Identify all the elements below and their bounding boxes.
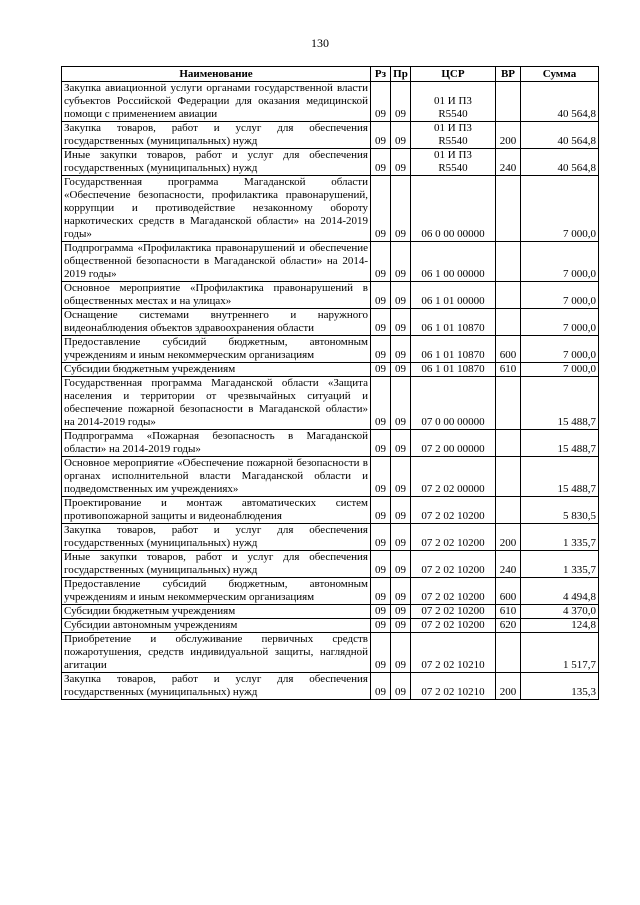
cell-name: Субсидии бюджетным учреждениям [62,605,371,619]
cell-vr [496,377,521,430]
cell-vr [496,633,521,673]
cell-pr: 09 [391,149,411,176]
cell-vr: 600 [496,336,521,363]
cell-csr: 07 0 00 00000 [411,377,496,430]
cell-sum: 40 564,8 [521,82,599,122]
cell-name: Основное мероприятие «Обеспечение пожарной безопасности в органах исполнительной власти Магаданской области и подведомственных им учреждениях» [62,457,371,497]
cell-csr: 07 2 02 10200 [411,619,496,633]
cell-rz: 09 [371,524,391,551]
cell-csr: 01 И П3 R5540 [411,149,496,176]
cell-pr: 09 [391,309,411,336]
cell-vr [496,497,521,524]
cell-name: Основное мероприятие «Профилактика правонарушений в общественных местах и на улицах» [62,282,371,309]
cell-csr: 07 2 02 10210 [411,673,496,700]
cell-csr: 06 0 00 00000 [411,176,496,242]
cell-csr: 07 2 02 10200 [411,497,496,524]
cell-vr [496,457,521,497]
cell-name: Предоставление субсидий бюджетным, автономным учреждениям и иным некоммерческим организациям [62,578,371,605]
cell-sum: 7 000,0 [521,336,599,363]
cell-sum: 40 564,8 [521,149,599,176]
header-sum: Сумма [521,67,599,82]
table-row [62,242,599,282]
cell-name: Подпрограмма «Пожарная безопасность в Магаданской области» на 2014-2019 годы» [62,430,371,457]
cell-sum: 7 000,0 [521,242,599,282]
cell-sum: 15 488,7 [521,377,599,430]
cell-name: Закупка авиационной услуги органами государственной власти субъектов Российской Федерации для оказания медицинской помощи с применением авиации [62,82,371,122]
cell-rz: 09 [371,309,391,336]
cell-csr: 07 2 02 10200 [411,578,496,605]
cell-name: Иные закупки товаров, работ и услуг для обеспечения государственных (муниципальных) нужд [62,149,371,176]
cell-pr: 09 [391,176,411,242]
cell-rz: 09 [371,149,391,176]
cell-vr [496,309,521,336]
cell-pr: 09 [391,619,411,633]
table-row [62,176,599,242]
cell-sum: 15 488,7 [521,430,599,457]
cell-name: Оснащение системами внутреннего и наружного видеонаблюдения объектов здравоохранения области [62,309,371,336]
cell-pr: 09 [391,605,411,619]
cell-vr [496,242,521,282]
cell-vr: 610 [496,363,521,377]
table-row [62,82,599,122]
table-row [62,633,599,673]
table-row [62,309,599,336]
cell-name: Проектирование и монтаж автоматических систем противопожарной защиты и видеонаблюдения [62,497,371,524]
cell-rz: 09 [371,430,391,457]
cell-pr: 09 [391,363,411,377]
table-row [62,336,599,363]
cell-vr [496,282,521,309]
cell-name: Иные закупки товаров, работ и услуг для обеспечения государственных (муниципальных) нужд [62,551,371,578]
cell-sum: 135,3 [521,673,599,700]
cell-sum: 1 335,7 [521,551,599,578]
cell-csr: 06 1 00 00000 [411,242,496,282]
cell-vr: 240 [496,551,521,578]
cell-sum: 124,8 [521,619,599,633]
cell-vr: 200 [496,122,521,149]
cell-sum: 7 000,0 [521,282,599,309]
header-rz: Рз [371,67,391,82]
cell-rz: 09 [371,551,391,578]
table-row [62,605,599,619]
cell-name: Закупка товаров, работ и услуг для обеспечения государственных (муниципальных) нужд [62,122,371,149]
cell-vr: 620 [496,619,521,633]
cell-name: Субсидии автономным учреждениям [62,619,371,633]
table-row [62,457,599,497]
table-row [62,282,599,309]
cell-vr: 200 [496,524,521,551]
cell-vr [496,176,521,242]
cell-rz: 09 [371,282,391,309]
cell-csr: 07 2 02 10210 [411,633,496,673]
cell-vr [496,430,521,457]
cell-rz: 09 [371,363,391,377]
cell-vr [496,82,521,122]
cell-pr: 09 [391,377,411,430]
cell-sum: 7 000,0 [521,363,599,377]
page-number: 130 [311,36,329,50]
cell-name: Закупка товаров, работ и услуг для обеспечения государственных (муниципальных) нужд [62,673,371,700]
cell-rz: 09 [371,497,391,524]
cell-rz: 09 [371,633,391,673]
table-row [62,619,599,633]
cell-csr: 06 1 01 00000 [411,282,496,309]
cell-pr: 09 [391,524,411,551]
table-header-row [62,67,599,82]
cell-csr: 06 1 01 10870 [411,336,496,363]
cell-pr: 09 [391,82,411,122]
cell-name: Закупка товаров, работ и услуг для обеспечения государственных (муниципальных) нужд [62,524,371,551]
cell-sum: 4 494,8 [521,578,599,605]
cell-vr: 200 [496,673,521,700]
cell-rz: 09 [371,457,391,497]
cell-csr: 07 2 02 10200 [411,551,496,578]
table-row [62,363,599,377]
cell-pr: 09 [391,122,411,149]
cell-rz: 09 [371,605,391,619]
cell-vr: 610 [496,605,521,619]
cell-pr: 09 [391,673,411,700]
cell-rz: 09 [371,377,391,430]
cell-rz: 09 [371,673,391,700]
cell-pr: 09 [391,578,411,605]
cell-csr: 07 2 02 00000 [411,457,496,497]
cell-csr: 06 1 01 10870 [411,309,496,336]
table-row [62,524,599,551]
cell-sum: 40 564,8 [521,122,599,149]
cell-rz: 09 [371,82,391,122]
table-row [62,122,599,149]
table-row [62,673,599,700]
cell-rz: 09 [371,176,391,242]
cell-csr: 01 И П3 R5540 [411,122,496,149]
cell-pr: 09 [391,551,411,578]
cell-name: Приобретение и обслуживание первичных средств пожаротушения, средств индивидуальной защиты, наглядной агитации [62,633,371,673]
header-name: Наименование [62,67,371,82]
cell-csr: 06 1 01 10870 [411,363,496,377]
table-row [62,497,599,524]
cell-name: Подпрограмма «Профилактика правонарушений и обеспечение общественной безопасности в Магаданской области» на 2014-2019 годы» [62,242,371,282]
cell-rz: 09 [371,619,391,633]
cell-sum: 1 335,7 [521,524,599,551]
budget-table [61,66,599,700]
cell-csr: 07 2 00 00000 [411,430,496,457]
cell-sum: 15 488,7 [521,457,599,497]
header-vr: ВР [496,67,521,82]
cell-sum: 1 517,7 [521,633,599,673]
cell-sum: 5 830,5 [521,497,599,524]
table-body [62,82,599,700]
cell-pr: 09 [391,497,411,524]
cell-vr: 600 [496,578,521,605]
cell-csr: 07 2 02 10200 [411,524,496,551]
cell-sum: 7 000,0 [521,309,599,336]
table-row [62,430,599,457]
cell-pr: 09 [391,457,411,497]
cell-rz: 09 [371,242,391,282]
table-row [62,149,599,176]
cell-rz: 09 [371,122,391,149]
cell-csr: 01 И П3 R5540 [411,82,496,122]
cell-pr: 09 [391,282,411,309]
cell-pr: 09 [391,242,411,282]
table-row [62,551,599,578]
cell-name: Государственная программа Магаданской области «Защита населения и территории от чрезвычайных ситуаций и обеспечение пожарной безопасности в Магаданской области» на 2014-2019 годы» [62,377,371,430]
cell-csr: 07 2 02 10200 [411,605,496,619]
header-csr: ЦСР [411,67,496,82]
cell-name: Государственная программа Магаданской области «Обеспечение безопасности, профилактика правонарушений, коррупции и противодействие незаконному обороту наркотических средств в Магаданской области» на 2014-2019 годы» [62,176,371,242]
cell-rz: 09 [371,336,391,363]
cell-pr: 09 [391,430,411,457]
cell-name: Предоставление субсидий бюджетным, автономным учреждениям и иным некоммерческим организациям [62,336,371,363]
cell-rz: 09 [371,578,391,605]
table-row [62,578,599,605]
cell-name: Субсидии бюджетным учреждениям [62,363,371,377]
header-pr: Пр [391,67,411,82]
cell-sum: 7 000,0 [521,176,599,242]
cell-sum: 4 370,0 [521,605,599,619]
cell-pr: 09 [391,336,411,363]
table-row [62,377,599,430]
cell-vr: 240 [496,149,521,176]
cell-pr: 09 [391,633,411,673]
